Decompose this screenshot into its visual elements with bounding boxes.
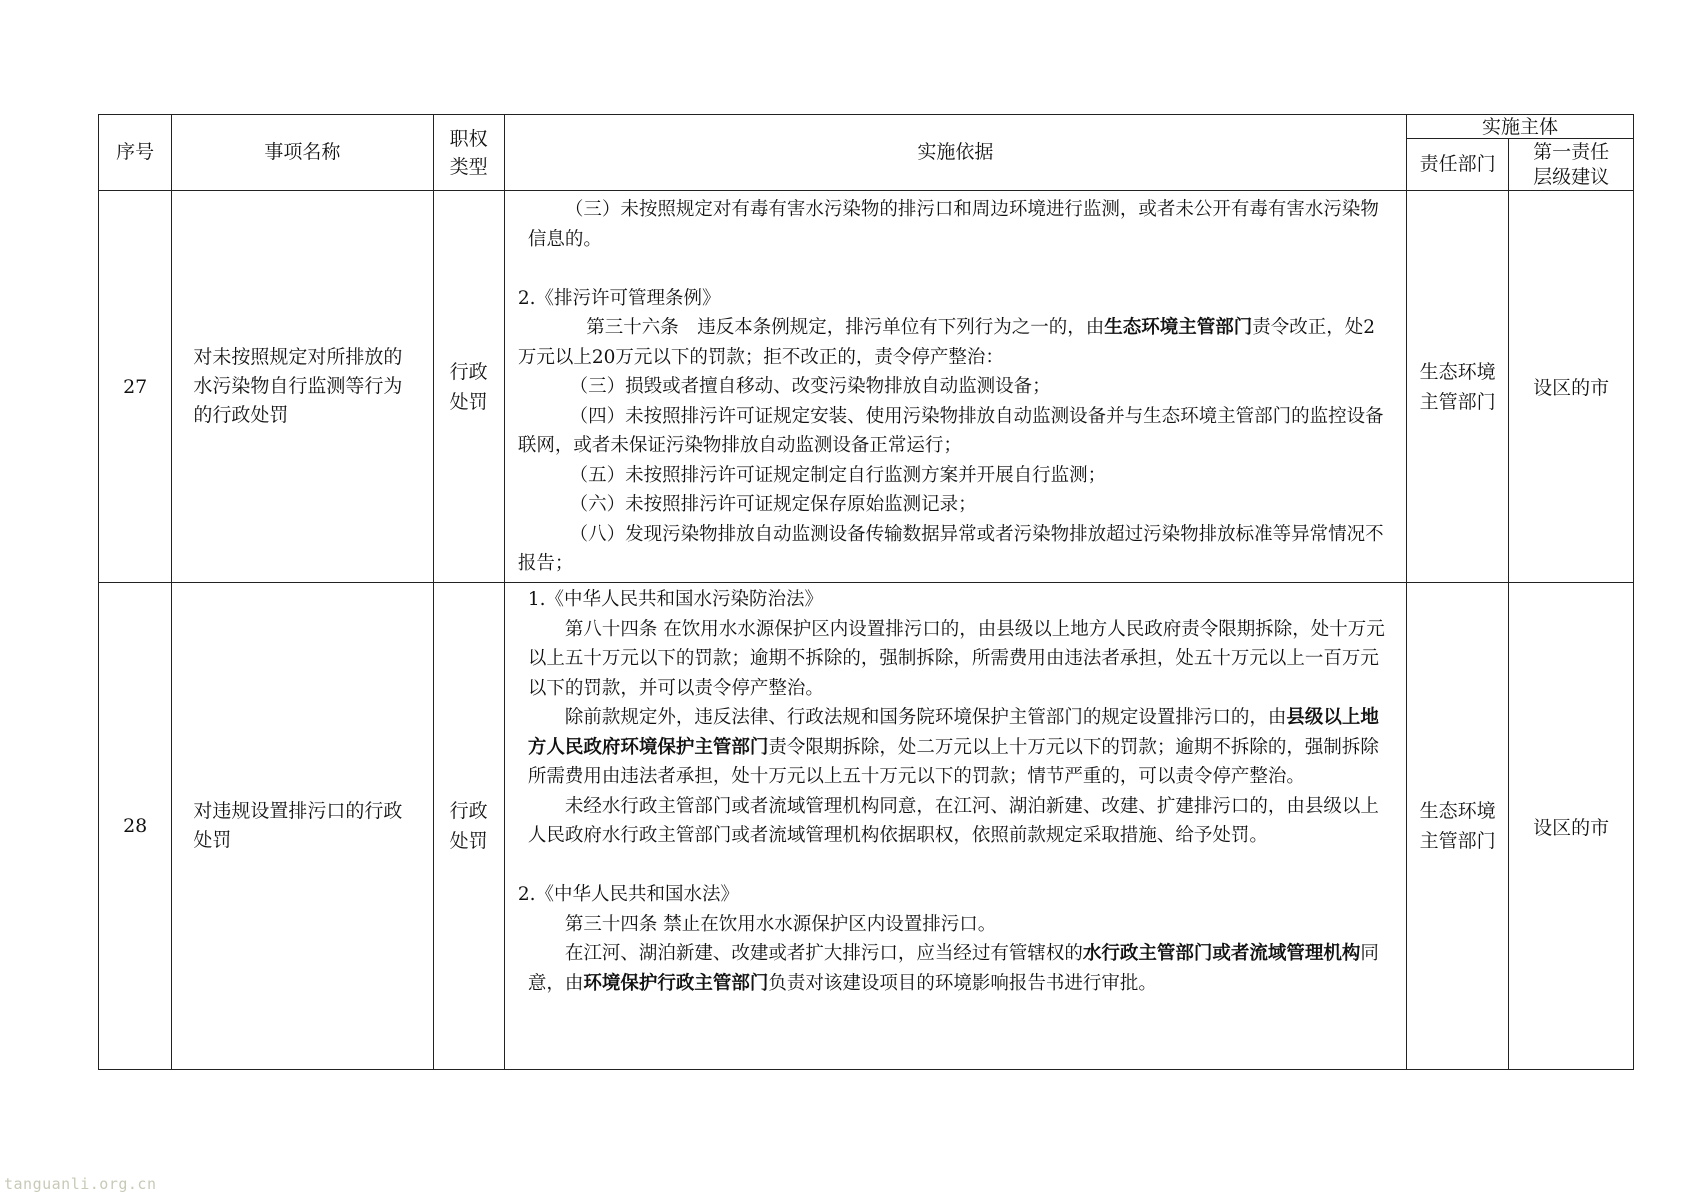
- emphasized-dept: 生态环境主管部门: [1104, 317, 1253, 338]
- row-number: 28: [99, 583, 172, 1070]
- basis-paragraph: （四）未按照排污许可证规定安装、使用污染物排放自动监测设备并与生态环境主管部门的监控设备联网，或者未保证污染物排放自动监测设备正常运行；: [517, 405, 1384, 456]
- basis-paragraph: （六）未按照排污许可证规定保存原始监测记录；: [569, 494, 977, 515]
- basis-text: 负责对该建设项目的环境影响报告书进行审批。: [768, 972, 1157, 994]
- responsible-dept: 生态环境主管部门: [1419, 800, 1496, 852]
- law-title: 1.《中华人民共和国水污染防治法》: [527, 589, 823, 610]
- header-level: [1509, 139, 1634, 191]
- row-number: 27: [99, 191, 172, 583]
- basis-cell: [504, 583, 1406, 1070]
- basis-text: 除前款规定外，违反法律、行政法规和国务院环境保护主管部门的规定设置排污口的，由: [564, 707, 1287, 728]
- header-basis: 实施依据: [504, 115, 1406, 191]
- level-cell: 设区的市: [1509, 583, 1634, 1070]
- dept-cell: [1406, 583, 1508, 1070]
- site-watermark: tanguanli.org.cn: [4, 1175, 157, 1193]
- header-type-text: 职权类型: [449, 127, 488, 178]
- header-row-1: [99, 115, 1634, 139]
- header-type: [433, 115, 504, 191]
- authority-type: 行政处罚: [449, 360, 488, 413]
- item-name-cell: [172, 191, 433, 583]
- basis-paragraph: [518, 939, 1385, 998]
- basis-cell: [504, 191, 1406, 583]
- level-cell: 设区的市: [1509, 191, 1634, 583]
- basis-text: 第三十六条 违反本条例规定，排污单位有下列行为之一的，由: [586, 317, 1105, 338]
- authority-type-cell: [433, 191, 504, 583]
- basis-paragraph: （三）未按照规定对有毒有害水污染物的排污口和周边环境进行监测，或者未公开有毒有害水污染物信息的。: [527, 199, 1379, 250]
- law-title: 2.《中华人民共和国水法》: [517, 884, 739, 905]
- basis-paragraph: [518, 313, 1385, 372]
- basis-text: 责令限期拆除，处二万元以上十万元以下的罚款；逾期不拆除的，强制拆除所需费用由违法者承担，处十万元以上五十万元以下的罚款；情节严重的，可以责令停产整治。: [527, 736, 1379, 787]
- basis-paragraph: 第三十四条 禁止在饮用水水源保护区内设置排污口。: [564, 913, 997, 935]
- basis-paragraph: （五）未按照排污许可证规定制定自行监测方案并开展自行监测；: [569, 464, 1107, 486]
- header-dept: 责任部门: [1406, 139, 1508, 191]
- basis-paragraph: 未经水行政主管部门或者流域管理机构同意，在江河、湖泊新建、改建、扩建排污口的，由县级以上人民政府水行政主管部门或者流域管理机构依据职权，依照前款规定采取措施、给予处罚。: [527, 795, 1379, 846]
- header-subject: 实施主体: [1406, 115, 1633, 139]
- basis-paragraph: 第八十四条 在饮用水水源保护区内设置排污口的，由县级以上地方人民政府责令限期拆除，处十万元以上五十万元以下的罚款；逾期不拆除的，强制拆除，所需费用由违法者承担，处五十万元以上一百万元以下的罚款，并可以责令停产整治。: [527, 618, 1385, 699]
- authority-table: [98, 114, 1634, 1070]
- emphasized-dept: 水行政主管部门或者流域管理机构: [1082, 943, 1361, 964]
- header-level-text: 第一责任层级建议: [1533, 140, 1610, 188]
- basis-text: 在江河、湖泊新建、改建或者扩大排污口，应当经过有管辖权的: [564, 943, 1083, 964]
- basis-text: 责令改正，处2万元以上20万元以下的罚款；拒不改正的，责令停产整治：: [517, 317, 1376, 368]
- dept-cell: [1406, 191, 1508, 583]
- item-name: 对未按照规定对所排放的水污染物自行监测等行为的行政处罚: [193, 346, 403, 426]
- header-name: 事项名称: [172, 115, 433, 191]
- table-row: [99, 191, 1634, 583]
- authority-type: 行政处罚: [449, 800, 488, 852]
- basis-paragraph: （八）发现污染物排放自动监测设备传输数据异常或者污染物排放超过污染物排放标准等异常情况不报告；: [517, 523, 1384, 574]
- basis-text: 同意，由: [527, 943, 1379, 994]
- table-row: [99, 583, 1634, 1070]
- item-name-cell: [172, 583, 433, 1070]
- emphasized-dept: 县级以上地方人民政府环境保护主管部门: [527, 707, 1379, 758]
- responsible-dept: 生态环境主管部门: [1419, 360, 1496, 413]
- header-no: 序号: [99, 115, 172, 191]
- basis-paragraph: （三）损毁或者擅自移动、改变污染物排放自动监测设备；: [569, 376, 1051, 397]
- item-name: 对违规设置排污口的行政处罚: [193, 800, 403, 851]
- authority-type-cell: [433, 583, 504, 1070]
- basis-paragraph: [518, 703, 1385, 792]
- emphasized-dept: 环境保护行政主管部门: [583, 972, 769, 994]
- law-title: 2.《排污许可管理条例》: [517, 287, 721, 309]
